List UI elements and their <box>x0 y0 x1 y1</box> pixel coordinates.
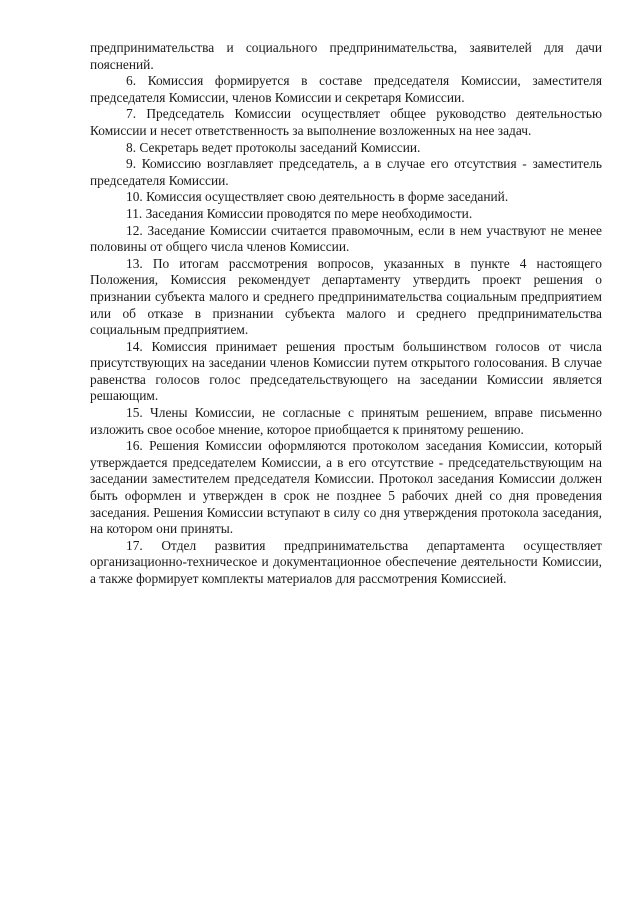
paragraph-10: 10. Комиссия осуществляет свою деятельность в форме заседаний. <box>126 189 509 205</box>
paragraph-8: 8. Секретарь ведет протоколы заседаний Комиссии. <box>126 139 421 155</box>
document-page <box>90 40 602 588</box>
paragraph-9: 9. Комиссию возглавляет председатель, а в случае его отсутствия - заместитель председателя Комиссии. <box>90 156 602 188</box>
paragraph-17: 17. Отдел развития предпринимательства департамента осуществляет организационно-техническое и документационное обеспечение деятельности Комиссии, а также формирует комплекты материалов для рассмотрения Комиссией. <box>90 537 602 586</box>
paragraph-14: 14. Комиссия принимает решения простым большинством голосов от числа присутствующих на заседании членов Комиссии путем открытого голосования. В случае равенства голосов голос председательствующего на заседании Комиссии является решающим. <box>90 338 602 404</box>
paragraph-12: 12. Заседание Комиссии считается правомочным, если в нем участвуют не менее половины от общего числа членов Комиссии. <box>90 222 602 255</box>
paragraph-6: 6. Комиссия формируется в составе председателя Комиссии, заместителя председателя Комиссии, членов Комиссии и секретаря Комиссии. <box>90 73 602 105</box>
paragraph-16: 16. Решения Комиссии оформляются протоколом заседания Комиссии, который утверждается председателем Комиссии, а в его отсутствие - председательствующим на заседании заместителем председателя Комиссии. Протокол заседания Комиссии должен быть оформлен и утвержден в срок не позднее 5 рабочих дней со дня проведения заседания. Решения Комиссии вступают в силу со дня утверждения протокола заседания, на котором они приняты. <box>90 438 602 537</box>
paragraph-11: 11. Заседания Комиссии проводятся по мере необходимости. <box>126 205 473 221</box>
paragraph-7: 7. Председатель Комиссии осуществляет общее руководство деятельностью Комиссии и несет ответственность за выполнение возложенных на нее задач. <box>90 106 602 138</box>
paragraph-continuation: предпринимательства и социального предпринимательства, заявителей для дачи пояснений. <box>90 40 602 72</box>
paragraph-13: 13. По итогам рассмотрения вопросов, указанных в пункте 4 настоящего Положения, Комиссия рекомендует департаменту утвердить проект решения о признании субъекта малого и среднего предпринимательства социальным предприятием или об отказе в признании субъекта малого и среднего предпринимательства социальным предприятием. <box>90 255 602 338</box>
paragraph-15: 15. Члены Комиссии, не согласные с принятым решением, вправе письменно изложить свое особое мнение, которое приобщается к принятому решению. <box>90 405 602 437</box>
